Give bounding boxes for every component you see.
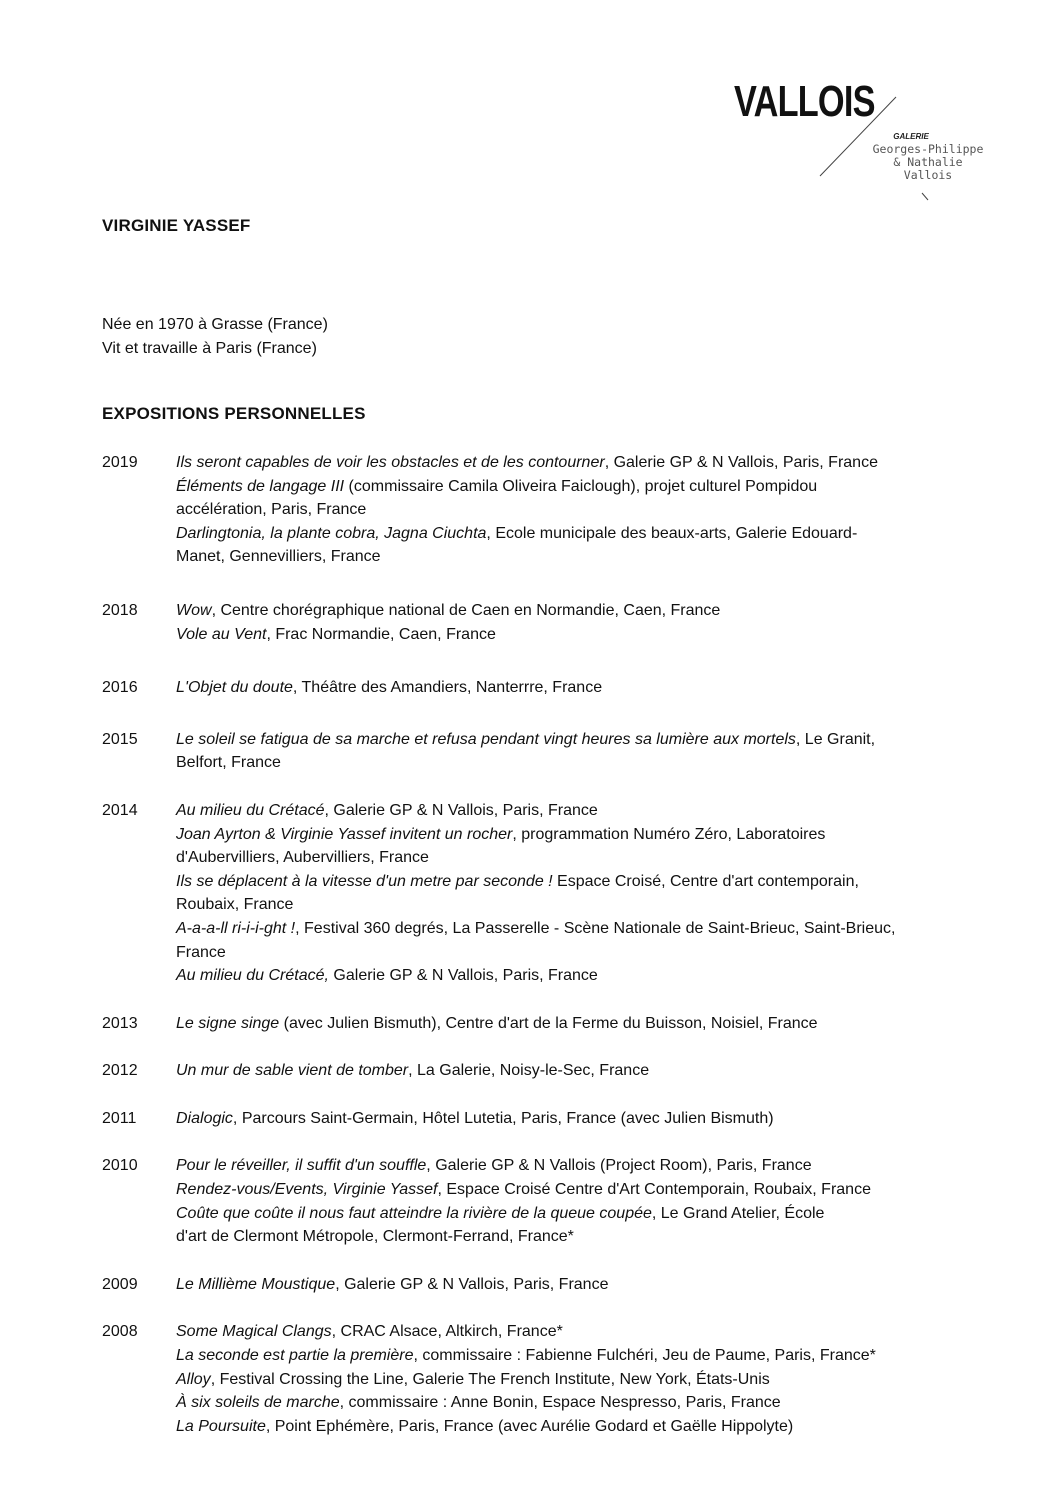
exhibition-details: , Frac Normandie, Caen, France xyxy=(266,625,496,643)
exhibition-details: d'Aubervilliers, Aubervilliers, France xyxy=(176,849,429,867)
exhibition-line xyxy=(176,1059,982,1083)
exhibition-details: , CRAC Alsace, Altkirch, France* xyxy=(331,1323,563,1341)
exhibition-details: Espace Croisé, Centre d'art contemporain, xyxy=(552,872,859,890)
exhibition-details: accélération, Paris, France xyxy=(176,501,367,519)
exhibition-year: 2009 xyxy=(102,1275,138,1293)
exhibition-year: 2014 xyxy=(102,801,138,819)
exhibition-line xyxy=(176,1107,982,1131)
exhibition-line xyxy=(176,893,982,917)
exhibition-line xyxy=(176,498,982,522)
exhibition-entry xyxy=(102,728,982,775)
exhibition-line xyxy=(176,1368,982,1392)
exhibition-year: 2013 xyxy=(102,1014,138,1032)
exhibition-line xyxy=(176,623,982,647)
exhibition-title: Ils seront capables de voir les obstacles et de les contourner xyxy=(176,454,605,471)
exhibition-title: Au milieu du Crétacé, xyxy=(176,967,329,985)
exhibition-title: L'Objet du doute xyxy=(176,679,293,697)
exhibition-details: Roubaix, France xyxy=(176,896,294,914)
exhibition-entry xyxy=(102,599,982,646)
logo-sub-line: Vallois xyxy=(903,168,953,182)
exhibition-line xyxy=(176,846,982,870)
exhibition-title: Rendez-vous/Events, Virginie Yassef xyxy=(176,1181,438,1199)
exhibition-works xyxy=(176,1059,982,1083)
exhibition-entry xyxy=(102,799,982,988)
exhibition-line xyxy=(176,1273,982,1297)
exhibition-works xyxy=(176,1154,982,1248)
exhibition-line xyxy=(176,1391,982,1415)
exhibition-line xyxy=(176,870,982,894)
exhibition-line xyxy=(176,728,982,752)
exhibition-details: , Galerie GP & N Vallois (Project Room), Paris, France xyxy=(426,1157,812,1175)
exhibition-title: Le signe singe xyxy=(176,1014,280,1032)
exhibition-title: Au milieu du Crétacé xyxy=(176,801,325,819)
logo-subtitle xyxy=(868,130,988,182)
exhibition-entry xyxy=(102,1059,982,1083)
exhibition-works xyxy=(176,451,982,569)
exhibition-works xyxy=(176,1107,982,1131)
exhibition-title: Some Magical Clangs xyxy=(176,1323,332,1341)
exhibition-details: Galerie GP & N Vallois, Paris, France xyxy=(328,967,598,985)
exhibition-title: La Poursuite xyxy=(176,1417,266,1435)
exhibition-title: Ils se déplacent à la vitesse d'un metre par seconde ! xyxy=(176,872,553,890)
exhibition-title: Le soleil se fatigua de sa marche et refusa pendant vingt heures sa lumière aux mortels xyxy=(176,730,796,748)
exhibition-details: , Espace Croisé Centre d'Art Contemporain, Roubaix, France xyxy=(437,1181,871,1199)
exhibition-line xyxy=(176,941,982,965)
exhibition-line xyxy=(176,676,982,700)
exhibition-details: , Festival Crossing the Line, Galerie The French Institute, New York, États-Unis xyxy=(210,1370,770,1388)
exhibition-line xyxy=(176,917,982,941)
exhibition-title: Dialogic xyxy=(176,1109,233,1127)
exhibition-line xyxy=(176,522,982,546)
exhibition-year: 2018 xyxy=(102,601,138,619)
exhibition-line xyxy=(176,823,982,847)
exhibition-line xyxy=(176,1225,982,1249)
exhibition-year: 2019 xyxy=(102,454,138,471)
exhibition-title: A-a-a-ll ri-i-i-ght ! xyxy=(176,919,296,937)
exhibition-year: 2015 xyxy=(102,730,138,748)
exhibition-details: , La Galerie, Noisy-le-Sec, France xyxy=(408,1062,650,1080)
bio-line: Née en 1970 à Grasse (France) xyxy=(102,316,328,333)
exhibition-title: Éléments de langage III xyxy=(176,477,345,495)
exhibition-details: , Ecole municipale des beaux-arts, Galerie Edouard- xyxy=(486,524,858,542)
exhibition-line xyxy=(176,1202,982,1226)
exhibition-line xyxy=(176,1012,982,1036)
exhibition-details: (commissaire Camila Oliveira Faiclough), projet culturel Pompidou xyxy=(344,477,818,495)
exhibition-line xyxy=(176,751,982,775)
exhibition-title: Le Millième Moustique xyxy=(176,1275,336,1293)
exhibition-details: , Galerie GP & N Vallois, Paris, France xyxy=(335,1275,609,1293)
exhibition-entry xyxy=(102,1012,982,1036)
logo-sub-line: Georges-Philippe xyxy=(872,142,984,156)
exhibition-details: , commissaire : Anne Bonin, Espace Nespresso, Paris, France xyxy=(339,1394,781,1412)
exhibition-year: 2011 xyxy=(102,1109,137,1127)
exhibition-details: , Parcours Saint-Germain, Hôtel Lutetia, Paris, France (avec Julien Bismuth) xyxy=(232,1109,774,1127)
exhibition-entry xyxy=(102,1320,982,1438)
exhibition-year: 2010 xyxy=(102,1157,138,1175)
exhibition-details: (avec Julien Bismuth), Centre d'art de la Ferme du Buisson, Noisiel, France xyxy=(279,1014,818,1032)
exhibition-works xyxy=(176,728,982,775)
exhibition-details: , Galerie GP & N Vallois, Paris, France xyxy=(324,801,598,819)
exhibition-title: Wow xyxy=(176,601,212,619)
exhibition-details: , programmation Numéro Zéro, Laboratoires xyxy=(512,825,826,843)
exhibition-title: Alloy xyxy=(176,1370,211,1388)
logo-slash-icon xyxy=(0,0,1058,220)
exhibition-line xyxy=(176,475,982,499)
exhibition-title: Vole au Vent xyxy=(176,625,267,643)
exhibition-details: Belfort, France xyxy=(176,754,281,772)
exhibition-title: Joan Ayrton & Virginie Yassef invitent un rocher xyxy=(176,825,513,843)
exhibition-line xyxy=(176,799,982,823)
section-title: EXPOSITIONS PERSONNELLES xyxy=(102,404,366,423)
exhibition-details: , Galerie GP & N Vallois, Paris, France xyxy=(604,454,878,471)
exhibition-entry xyxy=(102,1154,982,1248)
exhibition-line xyxy=(176,1178,982,1202)
exhibition-details: , Centre chorégraphique national de Caen en Normandie, Caen, France xyxy=(211,601,721,619)
exhibition-details: , Le Granit, xyxy=(795,730,876,748)
exhibition-details: , Festival 360 degrés, La Passerelle - Scène Nationale de Saint-Brieuc, Saint-Brieuc, xyxy=(295,919,896,937)
logo-sub-line: & Nathalie xyxy=(893,155,963,169)
exhibition-details: d'art de Clermont Métropole, Clermont-Ferrand, France* xyxy=(176,1228,574,1246)
exhibition-works xyxy=(176,1320,982,1438)
exhibition-entry xyxy=(102,1273,982,1297)
logo-wordmark: VALLOIS xyxy=(734,77,875,126)
exhibition-title: Un mur de sable vient de tomber xyxy=(176,1062,409,1080)
exhibition-title: Pour le réveiller, il suffit d'un souffle xyxy=(176,1157,427,1175)
exhibition-line xyxy=(176,1344,982,1368)
exhibition-line xyxy=(176,599,982,623)
exhibition-title: La seconde est partie la première xyxy=(176,1347,414,1365)
exhibition-details: Manet, Gennevilliers, France xyxy=(176,548,381,566)
exhibition-details: , Théâtre des Amandiers, Nanterrre, France xyxy=(292,679,603,697)
exhibition-works xyxy=(176,676,982,700)
logo-galerie-label: GALERIE xyxy=(893,132,929,141)
exhibition-works xyxy=(176,1273,982,1297)
exhibition-year: 2008 xyxy=(102,1323,138,1341)
exhibition-details: France xyxy=(176,943,226,961)
exhibition-title: Coûte que coûte il nous faut atteindre la rivière de la queue coupée xyxy=(176,1204,652,1222)
exhibition-line xyxy=(176,1415,982,1439)
exhibition-year: 2016 xyxy=(102,679,138,697)
exhibition-details: , Point Ephémère, Paris, France (avec Aurélie Godard et Gaëlle Hippolyte) xyxy=(265,1417,794,1435)
exhibition-works xyxy=(176,599,982,646)
exhibition-entry xyxy=(102,451,982,569)
exhibition-works xyxy=(176,799,982,988)
exhibition-line xyxy=(176,1154,982,1178)
exhibition-entry xyxy=(102,1107,982,1131)
exhibition-works xyxy=(176,1012,982,1036)
exhibition-line xyxy=(176,1320,982,1344)
exhibition-list xyxy=(102,451,982,1438)
exhibition-details: , commissaire : Fabienne Fulchéri, Jeu de Paume, Paris, France* xyxy=(413,1347,876,1365)
exhibition-line xyxy=(176,545,982,569)
exhibition-title: À six soleils de marche xyxy=(176,1394,340,1412)
artist-name: VIRGINIE YASSEF xyxy=(102,216,251,235)
artist-bio xyxy=(102,313,328,361)
exhibition-entry xyxy=(102,676,982,700)
bio-line: Vit et travaille à Paris (France) xyxy=(102,340,317,357)
exhibition-title: Darlingtonia, la plante cobra, Jagna Ciuchta xyxy=(176,524,487,542)
exhibition-details: , Le Grand Atelier, École xyxy=(651,1204,825,1222)
exhibition-line xyxy=(176,451,982,475)
exhibition-year: 2012 xyxy=(102,1062,138,1080)
exhibition-line xyxy=(176,964,982,988)
